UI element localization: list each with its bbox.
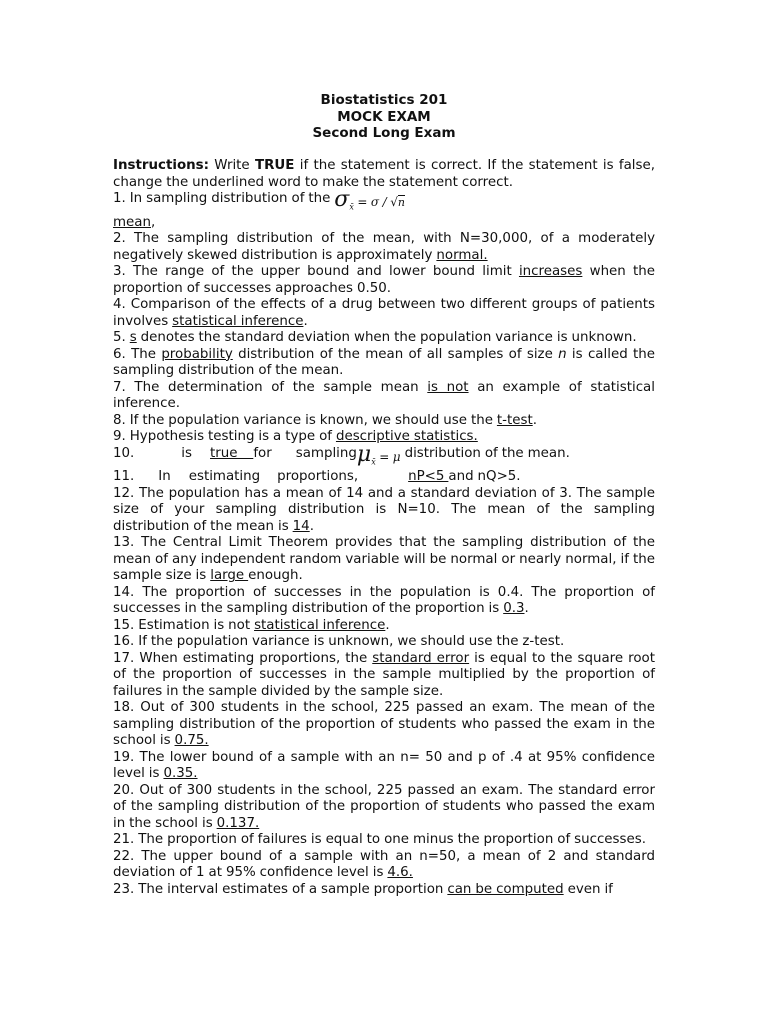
question-3: 3. The range of the upper bound and lower bound limit increases when the proportion of successes approaches 0.50. <box>113 264 655 296</box>
question-5: 5. s denotes the standard deviation when the population variance is unknown. <box>113 330 637 346</box>
instructions: Instructions: Write TRUE if the statement is correct. If the statement is false, change the underlined word to make the statement correct. <box>113 158 655 190</box>
question-10: 10. is true for samplingμ$_{x̄}$ = μ distribution of the mean. <box>113 446 655 470</box>
question-1: 1. In sampling distribution of the $\sigma_{x̄} = \sigma / √n$ mean, <box>113 187 405 230</box>
question-15: 15. Estimation is not statistical inference. <box>113 617 390 633</box>
question-16: 16. If the population variance is unknown, we should use the z-test. <box>113 634 565 650</box>
question-20: 20. Out of 300 students in the school, 225 passed an exam. The standard error of the sampling distribution of the proportion of students who passed the exam in the school is 0.137. <box>113 782 655 831</box>
exam-type: MOCK EXAM <box>337 108 431 125</box>
question-2: 2. The sampling distribution of the mean, with N=30,000, of a moderately negatively skewed distribution is approximately normal. <box>113 231 655 263</box>
exam-name: Second Long Exam <box>312 125 456 141</box>
question-18: 18. Out of 300 students in the school, 225 passed an exam. The mean of the sampling distribution of the proportion of students who passed the exam in the school is 0.75. <box>113 700 655 749</box>
question-4: 4. Comparison of the effects of a drug between two different groups of patients involves statistical inference. <box>113 297 655 329</box>
question-17: 17. When estimating proportions, the standard error is equal to the square root of the proportion of successes in the sample multiplied by the proportion of failures in the sample divided by the sample size. <box>113 650 655 699</box>
question-19: 19. The lower bound of a sample with an n= 50 and p of .4 at 95% confidence level is 0.35. <box>113 749 655 782</box>
question-14: 14. The proportion of successes in the population is 0.4. The proportion of successes in the sampling distribution of the proportion is 0.3. <box>113 584 655 617</box>
exam-header <box>0 92 768 142</box>
question-13: 13. The Central Limit Theorem provides that the sampling distribution of the mean of any independent random variable will be normal or nearly normal, if the sample size is large enough. <box>113 535 655 584</box>
course-title: Biostatistics 201 <box>320 92 448 108</box>
question-8: 8. If the population variance is known, we should use the t-test. <box>113 412 537 428</box>
question-12: 12. The population has a mean of 14 and a standard deviation of 3. The sample size of your sampling distribution is N=10. The mean of the sampling distribution of the mean is 14. <box>113 485 655 534</box>
question-11: 11. In estimating proportions, nP<5 and nQ>5. <box>113 469 521 485</box>
instructions-label: Instructions: <box>113 158 210 173</box>
mean-formula: $\mu_{x̄} = \mu$ <box>356 441 401 467</box>
standard-error-formula: $\sigma_{x̄} = \sigma / √n$ <box>334 187 405 212</box>
question-21: 21. The proportion of failures is equal to one minus the proportion of successes. <box>113 832 646 848</box>
instructions-keyword: TRUE <box>254 158 295 173</box>
question-23: 23. The interval estimates of a sample proportion can be computed even if <box>113 881 613 897</box>
exam-body <box>113 158 655 898</box>
question-7: 7. The determination of the sample mean is not an example of statistical inference. <box>113 379 655 412</box>
question-9: 9. Hypothesis testing is a type of descriptive statistics. <box>113 429 478 445</box>
question-6: 6. The probability distribution of the mean of all samples of size n is called the sampling distribution of the mean. <box>113 346 655 379</box>
question-22: 22. The upper bound of a sample with an n=50, a mean of 2 and standard deviation of 1 at 95% confidence level is 4.6. <box>113 848 655 881</box>
